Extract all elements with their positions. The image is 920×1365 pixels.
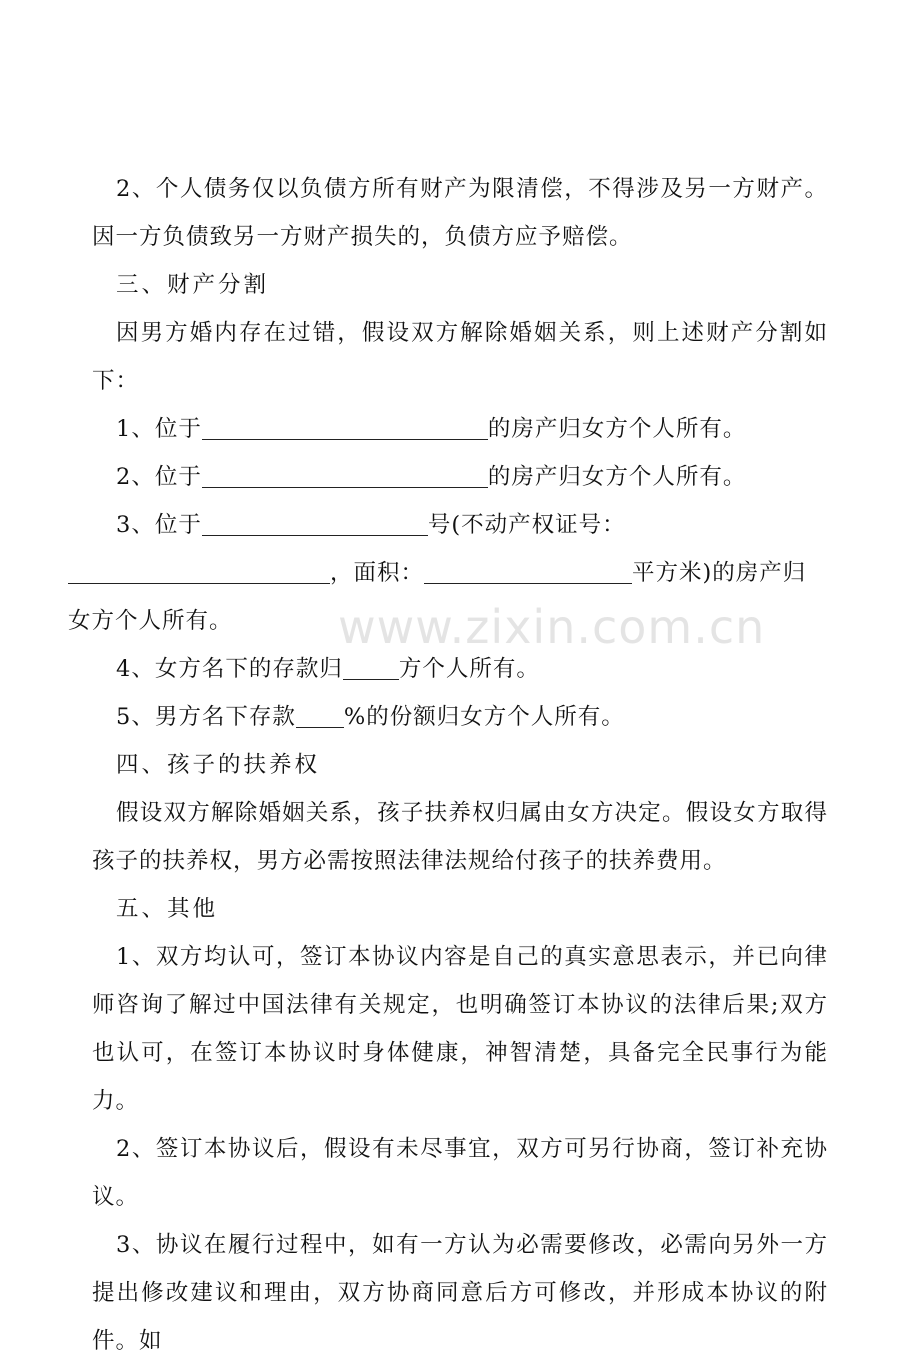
paragraph-other-2: 2、签订本协议后，假设有未尽事宜，双方可另行协商，签订补充协议。 — [92, 1136, 828, 1210]
item-5-prefix: 5、男方名下存款 — [116, 704, 296, 730]
fill-blank-address-1 — [202, 417, 488, 440]
item-1-suffix: 的房产归女方个人所有。 — [487, 416, 747, 442]
section-heading-other: 五、其他 — [116, 896, 219, 922]
item-property-2 — [92, 453, 828, 501]
paragraph-division-intro: 因男方婚内存在过错，假设双方解除婚姻关系，则上述财产分割如下： — [92, 320, 828, 394]
paragraph-other-3: 3、协议在履行过程中，如有一方认为必需要修改，必需向另外一方提出修改建议和理由，双方协商同意后方可修改，并形成本协议的附件。如 — [92, 1232, 828, 1354]
item-deposit-male — [92, 693, 828, 741]
item-3-area-unit: 平方米)的房产归 — [632, 560, 807, 586]
item-5-suffix: %的份额归女方个人所有。 — [343, 704, 625, 730]
item-2-prefix: 2、位于 — [116, 464, 202, 490]
fill-blank-cert-number — [68, 561, 330, 584]
paragraph-other-1: 1、双方均认可，签订本协议内容是自己的真实意思表示，并已向律师咨询了解过中国法律有关规定，也明确签订本协议的法律后果;双方也认可，在签订本协议时身体健康，神智清楚，具备完全民事行为能力。 — [92, 944, 828, 1114]
document-page — [68, 165, 828, 1365]
paragraph-custody: 假设双方解除婚姻关系，孩子扶养权归属由女方决定。假设女方取得孩子的扶养权，男方必需按照法律法规给付孩子的扶养费用。 — [92, 800, 828, 874]
fill-blank-address-2 — [202, 465, 488, 488]
item-3-tail: 女方个人所有。 — [68, 608, 233, 634]
item-2-suffix: 的房产归女方个人所有。 — [487, 464, 747, 490]
item-4-prefix: 4、女方名下的存款归 — [116, 656, 343, 682]
fill-blank-address-3 — [202, 513, 428, 536]
section-heading-custody: 四、孩子的扶养权 — [116, 752, 321, 778]
item-3-prefix: 3、位于 — [116, 512, 202, 538]
paragraph-debt-clause: 2、个人债务仅以负债方所有财产为限清偿，不得涉及另一方财产。因一方负债致另一方财产损失的，负债方应予赔偿。 — [92, 176, 828, 250]
item-property-1 — [92, 405, 828, 453]
fill-blank-area — [424, 561, 632, 584]
item-4-suffix: 方个人所有。 — [398, 656, 540, 682]
fill-blank-owner — [343, 657, 399, 680]
fill-blank-percent — [296, 705, 344, 728]
item-1-prefix: 1、位于 — [116, 416, 202, 442]
item-3-cert-label: 号(不动产权证号： — [427, 512, 626, 538]
item-3-area-label: ，面积： — [330, 560, 425, 586]
section-heading-property-division: 三、财产分割 — [116, 272, 270, 298]
watermark: www.zixin.com.cn — [338, 600, 766, 654]
